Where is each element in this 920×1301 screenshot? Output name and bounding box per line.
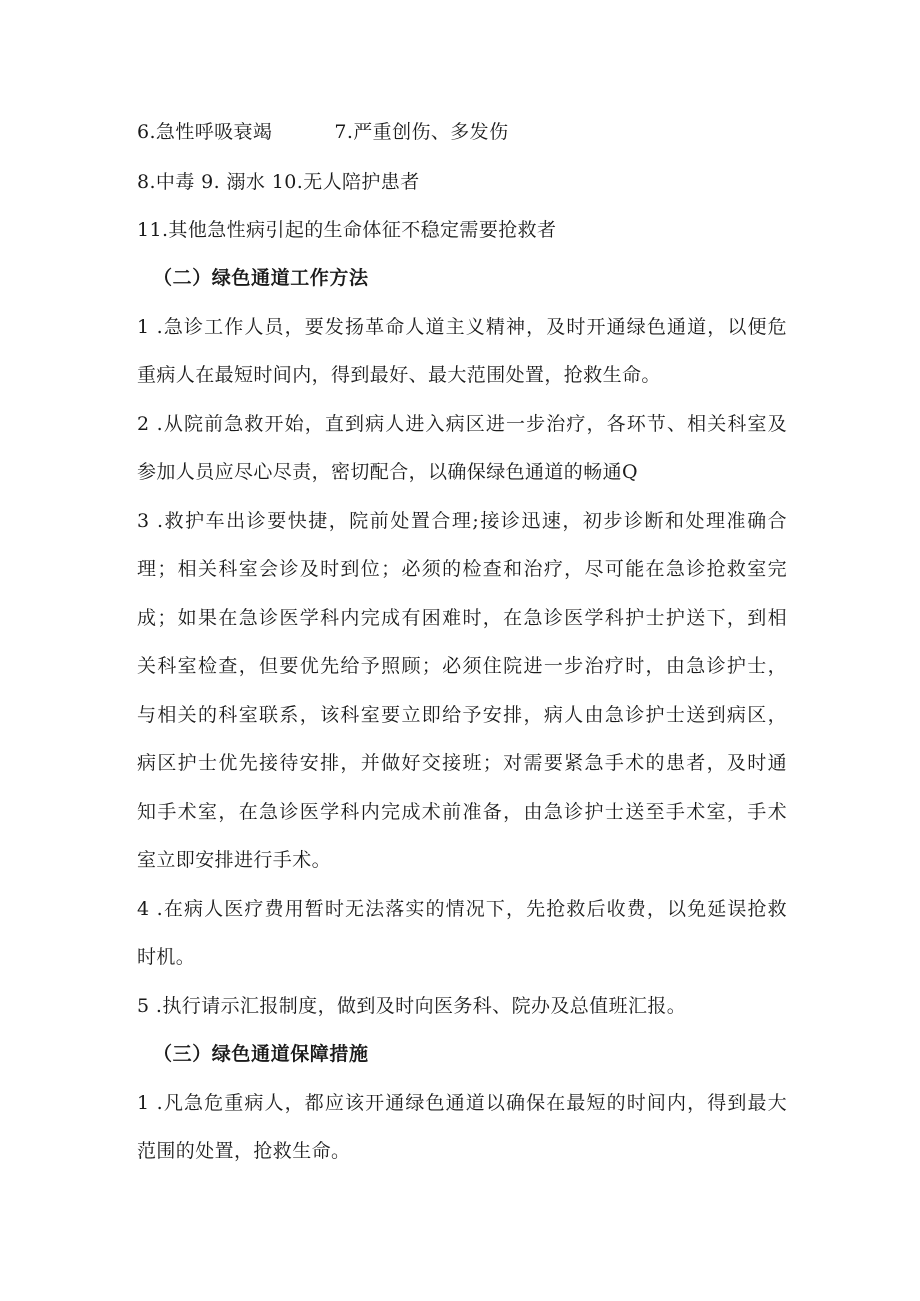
s2-p1-line1: 1 .急诊工作人员，要发扬革命人道主义精神，及时开通绿色通道，以便危 — [137, 316, 787, 338]
s2-p3-line6: 病区护士优先接待安排，并做好交接班；对需要紧急手术的患者，及时通 — [137, 752, 787, 774]
s2-p3-line2: 理；相关科室会诊及时到位；必须的检查和治疗，尽可能在急诊抢救室完 — [137, 558, 787, 580]
s2-p3-line1: 3 .救护车出诊要快捷，院前处置合理;接诊迅速，初步诊断和处理准确合 — [137, 510, 787, 532]
s2-p2-line1: 2 .从院前急救开始，直到病人进入病区进一步治疗，各环节、相关科室及 — [137, 413, 787, 435]
s2-p5-line1: 5 .执行请示汇报制度，做到及时向医务科、院办及总值班汇报。 — [137, 995, 687, 1017]
list-row-6-7 — [137, 119, 787, 145]
s2-p3-line4: 关科室检查，但要优先给予照顾；必须住院进一步治疗时，由急诊护士， — [137, 655, 787, 677]
s2-p2-line2: 参加人员应尽心尽责，密切配合，以确保绿色通道的畅通Q — [137, 461, 638, 483]
s2-p4-line2: 时机。 — [137, 946, 196, 968]
s2-p3-line5: 与相关的科室联系，该科室要立即给予安排，病人由急诊护士送到病区， — [137, 704, 787, 726]
section-heading-2: （二）绿色通道工作方法 — [153, 267, 369, 289]
list-items-8-10: 8.中毒 9. 溺水 10.无人陪护患者 — [137, 171, 420, 193]
s3-p1-line1: 1 .凡急危重病人，都应该开通绿色通道以确保在最短的时间内，得到最大 — [137, 1092, 787, 1114]
section-heading-3: （三）绿色通道保障措施 — [153, 1043, 369, 1065]
s2-p1-line2: 重病人在最短时间内，得到最好、最大范围处置，抢救生命。 — [137, 364, 661, 386]
s3-p1-line2: 范围的处置，抢救生命。 — [137, 1140, 351, 1162]
list-item-6: 6.急性呼吸衰竭 — [137, 121, 273, 143]
s2-p4-line1: 4 .在病人医疗费用暂时无法落实的情况下，先抢救后收费，以免延误抢救 — [137, 898, 787, 920]
list-item-11: 11.其他急性病引起的生命体征不稳定需要抢救者 — [137, 219, 557, 241]
s2-p3-line3: 成；如果在急诊医学科内完成有困难时，在急诊医学科护士护送下，到相 — [137, 607, 787, 629]
s2-p3-line7: 知手术室，在急诊医学科内完成术前准备，由急诊护士送至手术室，手术 — [137, 801, 787, 823]
list-item-7: 7.严重创伤、多发伤 — [334, 121, 509, 143]
s2-p3-line8: 室立即安排进行手术。 — [137, 849, 332, 871]
